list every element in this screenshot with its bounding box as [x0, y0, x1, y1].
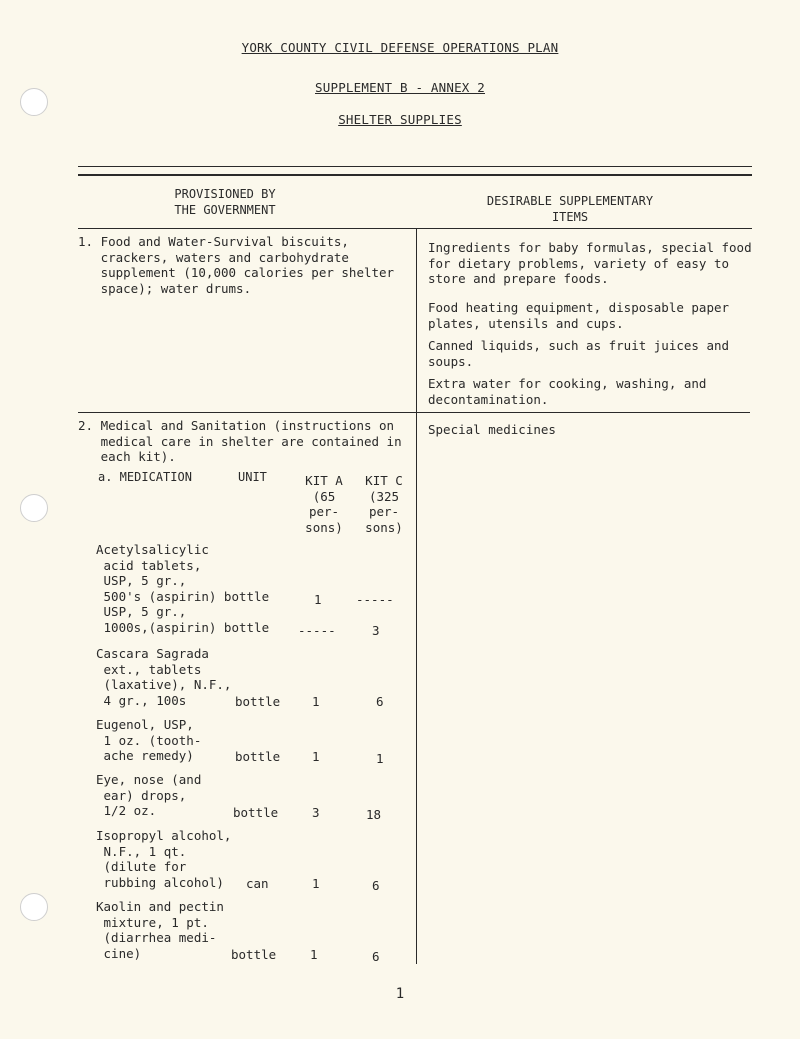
kit-c-qty: 6: [372, 949, 380, 964]
section1-left-text: 1. Food and Water-Survival biscuits, crackers, waters and carbohydrate supplement (10,000 calories per shelter space); water drums.: [78, 234, 395, 296]
kit-a-qty: 1: [312, 694, 320, 709]
column-divider: [416, 228, 417, 964]
medication-item-kaolin-pectin: Kaolin and pectin mixture, 1 pt. (diarrhea medi- cine): [96, 899, 224, 961]
kit-c-qty: 6: [376, 694, 384, 709]
kit-a-qty: -----: [298, 623, 336, 638]
page-number: 1: [395, 986, 405, 1002]
document-subtitle: SHELTER SUPPLIES: [338, 112, 462, 127]
section-rule: [78, 412, 750, 413]
binder-hole-bottom: [20, 893, 48, 921]
document-title: YORK COUNTY CIVIL DEFENSE OPERATIONS PLAN: [241, 40, 559, 55]
column-header-left: PROVISIONED BY THE GOVERNMENT: [174, 187, 276, 217]
kit-c-qty: 18: [366, 807, 382, 822]
kit-a-qty: 1: [312, 876, 320, 891]
medication-item-aspirin: Acetylsalicylic acid tablets, USP, 5 gr., 500's (aspirin) bottle USP, 5 gr., 1000s,(aspirin) bottle: [96, 542, 270, 635]
kit-c-qty: -----: [356, 592, 394, 607]
kit-a-qty: 1: [312, 749, 320, 764]
section1-right-item: Ingredients for baby formulas, special food for dietary problems, variety of easy to store and prepare foods.: [428, 240, 752, 286]
top-rule-1: [78, 166, 752, 167]
kit-c-qty: 1: [376, 751, 384, 766]
medication-item-cascara: Cascara Sagrada ext., tablets (laxative), N.F., 4 gr., 100s: [96, 646, 232, 708]
unit: bottle: [235, 749, 281, 764]
kit-c-qty: 6: [372, 878, 380, 893]
section1-right-item: Canned liquids, such as fruit juices and soups.: [428, 338, 730, 369]
unit: bottle: [231, 947, 277, 962]
kit-a-qty: 1: [314, 592, 322, 607]
unit: bottle: [233, 805, 279, 820]
medication-item-isopropyl-alcohol: Isopropyl alcohol, N.F., 1 qt. (dilute for rubbing alcohol): [96, 828, 232, 890]
column-header-right: DESIRABLE SUPPLEMENTARY ITEMS: [486, 194, 654, 224]
kit-a-header: KIT A (65 per- sons): [305, 473, 343, 535]
document-supplement: SUPPLEMENT B - ANNEX 2: [315, 80, 485, 95]
binder-hole-middle: [20, 494, 48, 522]
unit: bottle: [235, 694, 281, 709]
kit-a-qty: 1: [310, 947, 318, 962]
kit-c-header: KIT C (325 per- sons): [365, 473, 403, 535]
unit-label: UNIT: [238, 470, 267, 484]
section1-right-item: Food heating equipment, disposable paper plates, utensils and cups.: [428, 300, 730, 331]
unit: can: [246, 876, 269, 891]
top-rule-2: [78, 174, 752, 176]
medication-label: a. MEDICATION: [98, 470, 192, 484]
medication-item-eugenol: Eugenol, USP, 1 oz. (tooth- ache remedy): [96, 717, 202, 763]
section2-left-text: 2. Medical and Sanitation (instructions on medical care in shelter are contained in each kit).: [78, 418, 402, 464]
kit-c-qty: 3: [372, 623, 380, 638]
section2-right-text: Special medicines: [428, 422, 556, 437]
medication-item-eye-drops: Eye, nose (and ear) drops, 1/2 oz.: [96, 772, 202, 818]
header-rule: [78, 228, 752, 229]
section1-right-item: Extra water for cooking, washing, and decontamination.: [428, 376, 707, 407]
kit-a-qty: 3: [312, 805, 320, 820]
